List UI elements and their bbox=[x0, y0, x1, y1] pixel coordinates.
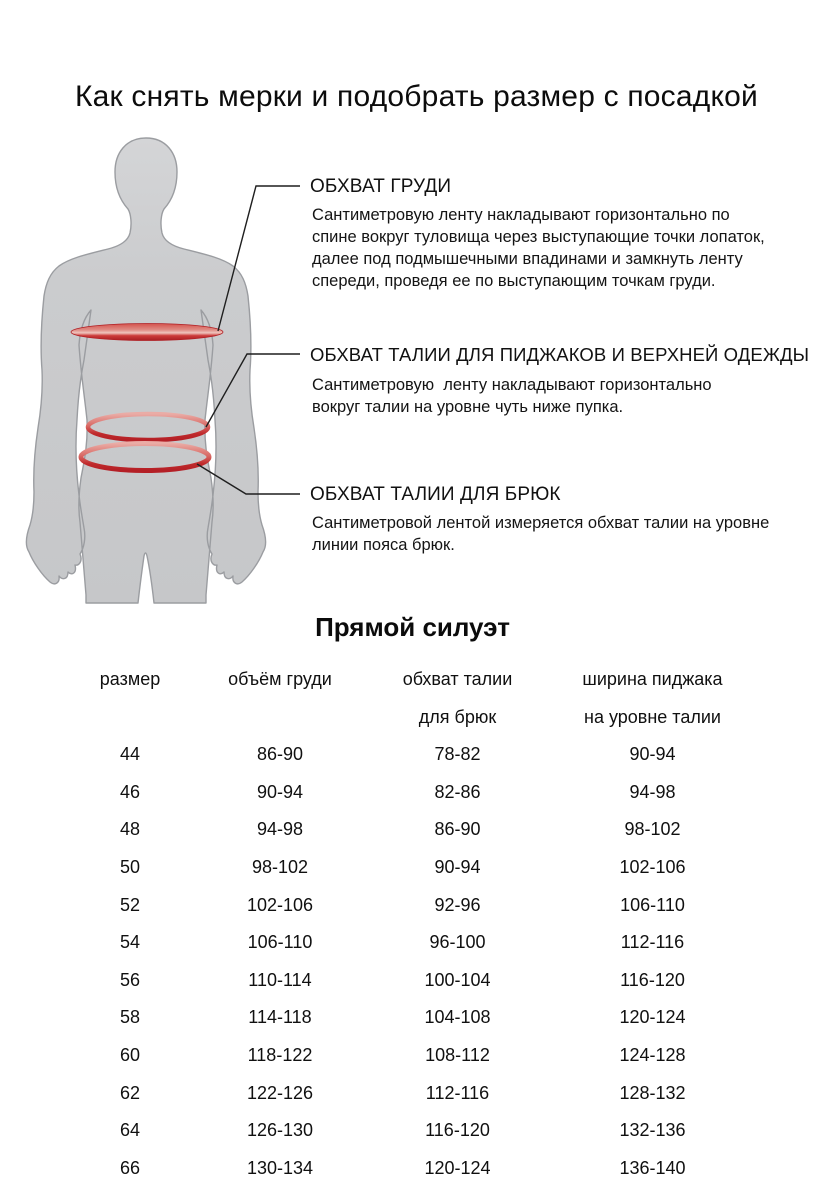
table-cell: 136-140 bbox=[619, 1157, 686, 1178]
page-title: Как снять мерки и подобрать размер с посадкой bbox=[75, 80, 758, 113]
table-cell: 52 bbox=[119, 894, 141, 915]
table-cell: 118-122 bbox=[247, 1045, 313, 1066]
size-table bbox=[80, 660, 770, 1187]
column-header-waist: обхват талии bbox=[402, 668, 513, 689]
table-cell: 50 bbox=[119, 857, 141, 878]
text-line: вокруг талии на уровне чуть ниже пупка. bbox=[312, 398, 624, 416]
table-cell: 106-110 bbox=[247, 932, 313, 953]
section-heading-jacket-waist: ОБХВАТ ТАЛИИ ДЛЯ ПИДЖАКОВ И ВЕРХНЕЙ ОДЕЖДЫ bbox=[310, 344, 810, 365]
table-cell: 82-86 bbox=[434, 781, 481, 802]
table-cell: 64 bbox=[119, 1120, 141, 1141]
table-cell: 124-128 bbox=[619, 1045, 686, 1066]
column-header-jacket-width: ширина пиджака bbox=[582, 668, 723, 689]
column-header-chest: объём груди bbox=[228, 668, 332, 689]
column-header-waist-line2: для брюк bbox=[418, 706, 497, 727]
table-cell: 90-94 bbox=[434, 857, 481, 878]
section-heading-chest: ОБХВАТ ГРУДИ bbox=[310, 176, 452, 197]
table-cell: 108-112 bbox=[425, 1045, 490, 1066]
section-heading-trouser-waist: ОБХВАТ ТАЛИИ ДЛЯ БРЮК bbox=[310, 484, 561, 505]
table-cell: 44 bbox=[119, 744, 141, 765]
text-line: далее под подмышечными впадинами и замкнуть ленту bbox=[312, 250, 743, 268]
table-row bbox=[80, 1150, 770, 1188]
table-cell: 102-106 bbox=[619, 857, 686, 878]
table-cell: 94-98 bbox=[629, 781, 676, 802]
text-line: Сантиметровую ленту накладывают горизонтально по bbox=[312, 206, 730, 224]
table-cell: 86-90 bbox=[256, 744, 304, 765]
table-row bbox=[80, 1074, 770, 1112]
table-cell: 120-124 bbox=[619, 1007, 686, 1028]
text-line: линии пояса брюк. bbox=[312, 536, 455, 554]
table-cell: 90-94 bbox=[256, 781, 304, 802]
table-cell: 94-98 bbox=[256, 819, 304, 840]
table-row bbox=[80, 811, 770, 849]
table-cell: 112-116 bbox=[620, 932, 685, 953]
text-line: спине вокруг туловища через выступающие точки лопаток, bbox=[312, 228, 765, 246]
table-cell: 102-106 bbox=[246, 894, 314, 915]
text-line: Сантиметровую ленту накладывают горизонтально bbox=[312, 376, 712, 394]
male-silhouette bbox=[26, 138, 265, 603]
column-header-size: размер bbox=[99, 668, 161, 689]
table-cell: 98-102 bbox=[251, 857, 309, 878]
table-cell: 78-82 bbox=[434, 744, 481, 765]
table-cell: 112-116 bbox=[425, 1082, 490, 1103]
table-body bbox=[80, 736, 770, 1187]
table-cell: 46 bbox=[119, 781, 141, 802]
table-row bbox=[80, 962, 770, 1000]
table-cell: 60 bbox=[119, 1045, 141, 1066]
table-row bbox=[80, 924, 770, 962]
table-cell: 86-90 bbox=[434, 819, 481, 840]
table-cell: 114-118 bbox=[248, 1007, 312, 1028]
measurement-figure bbox=[20, 130, 310, 608]
table-row bbox=[80, 999, 770, 1037]
table-cell: 106-110 bbox=[620, 894, 685, 915]
section-text-jacket-waist bbox=[312, 374, 712, 418]
table-cell: 104-108 bbox=[424, 1007, 491, 1028]
table-cell: 132-136 bbox=[619, 1120, 686, 1141]
table-row bbox=[80, 1112, 770, 1150]
table-cell: 100-104 bbox=[424, 969, 491, 990]
column-header-jacket-width-line2: на уровне талии bbox=[584, 706, 721, 727]
table-cell: 56 bbox=[119, 969, 141, 990]
table-header-row-1 bbox=[80, 660, 770, 698]
table-cell: 130-134 bbox=[246, 1157, 314, 1178]
table-row bbox=[80, 736, 770, 774]
section-text-chest bbox=[312, 204, 765, 292]
table-cell: 90-94 bbox=[629, 744, 676, 765]
table-cell: 66 bbox=[119, 1157, 141, 1178]
table-row bbox=[80, 849, 770, 887]
table-cell: 126-130 bbox=[246, 1120, 314, 1141]
section-text-trouser-waist bbox=[312, 512, 769, 556]
size-table-title: Прямой силуэт bbox=[315, 612, 510, 642]
table-row bbox=[80, 886, 770, 924]
table-cell: 98-102 bbox=[624, 819, 681, 840]
table-cell: 122-126 bbox=[246, 1082, 314, 1103]
table-cell: 96-100 bbox=[429, 932, 486, 953]
text-line: Сантиметровой лентой измеряется обхват талии на уровне bbox=[312, 514, 770, 532]
table-cell: 110-114 bbox=[248, 969, 312, 990]
table-cell: 116-120 bbox=[425, 1120, 490, 1141]
table-cell: 58 bbox=[119, 1007, 141, 1028]
table-cell: 48 bbox=[119, 819, 141, 840]
text-line: спереди, проведя ее по выступающим точкам груди. bbox=[312, 272, 716, 290]
table-cell: 116-120 bbox=[620, 969, 685, 990]
table-row bbox=[80, 1037, 770, 1075]
table-cell: 92-96 bbox=[434, 894, 481, 915]
table-row bbox=[80, 774, 770, 812]
table-cell: 54 bbox=[119, 932, 141, 953]
table-header-row-2 bbox=[80, 698, 770, 736]
table-cell: 128-132 bbox=[619, 1082, 686, 1103]
table-cell: 62 bbox=[119, 1082, 141, 1103]
table-cell: 120-124 bbox=[424, 1157, 491, 1178]
chest-measure-band bbox=[71, 324, 223, 341]
